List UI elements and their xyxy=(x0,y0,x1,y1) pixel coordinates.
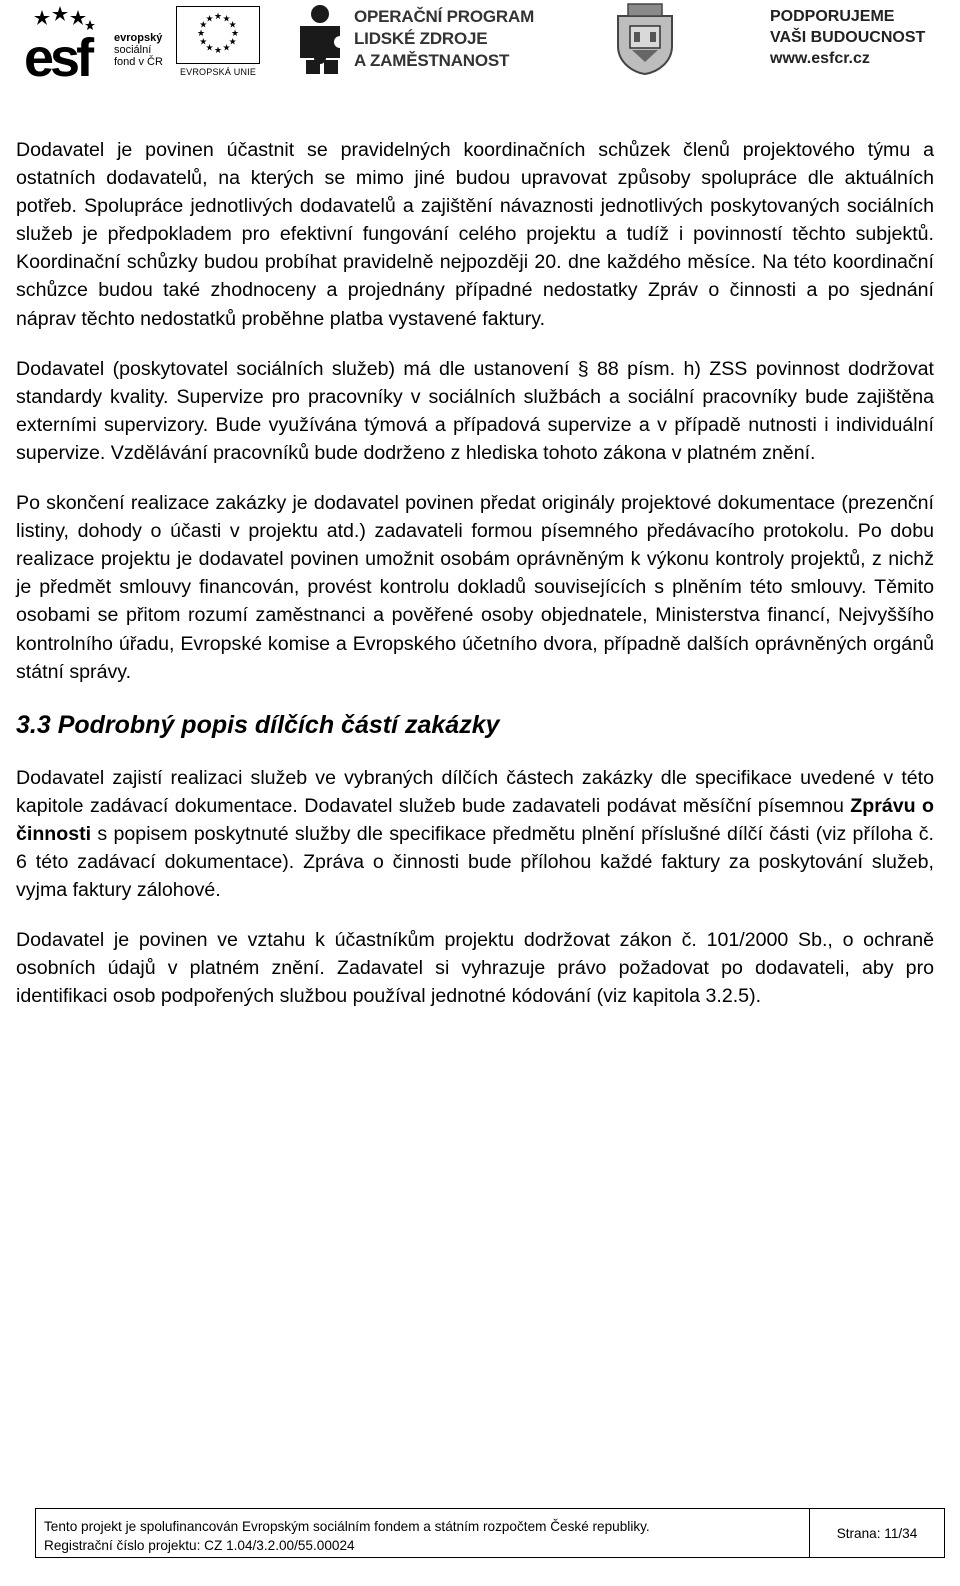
eu-logo xyxy=(176,6,260,78)
paragraph-services xyxy=(16,764,934,904)
esf-caption xyxy=(114,32,163,68)
footer-info xyxy=(36,1509,810,1557)
paragraph-data-protection: Dodavatel je povinen ve vztahu k účastníkům projektu dodržovat zákon č. 101/2000 Sb., o ochraně osobních údajů v platném znění. Zadavatel si vyhrazuje právo požadovat po dodavateli, aby pro identifikaci osob podpořených službou používal jednotné kódování (viz kapitola 3.2.5). xyxy=(16,929,934,1008)
svg-text:★: ★ xyxy=(230,29,240,39)
esf-line3: fond v ČR xyxy=(114,56,163,68)
esf-line2: sociální xyxy=(114,44,152,56)
paragraph-quality-standards: Dodavatel (poskytovatel sociálních služeb) má dle ustanovení § 88 písm. h) ZSS povinnost dodržovat standardy kvality. Supervize pro pracovníky v sociálních službách a sociální pracovníky bude zajištěna externími supervizory. Bude využívána týmová a případová supervize a v případě nutnosti i individuální supervize. Vzdělávání pracovníků bude dodrženo z hlediska tohoto zákona v platném znění. xyxy=(16,357,934,464)
paragraph-services-text-2: s popisem poskytnuté služby dle specifikace předmětu plnění příslušné dílčí části (viz příloha č. 6 této zadávací dokumentace). Zpráva o činnosti bude přílohou každé faktury za poskytování služeb, vyjma faktury zálohové. xyxy=(16,822,934,902)
esf-logo xyxy=(24,4,172,80)
eu-stars-icon xyxy=(177,7,259,63)
footer-registration-number: Registrační číslo projektu: CZ 1.04/3.2.00/55.00024 xyxy=(44,1538,355,1553)
svg-text:★: ★ xyxy=(205,43,214,54)
support-logo xyxy=(770,6,925,69)
city-crest-icon xyxy=(612,2,678,76)
esf-letters: esf xyxy=(24,28,91,80)
eu-label: EVROPSKÁ UNIE xyxy=(179,67,257,77)
op-caption xyxy=(354,6,534,72)
op-logo xyxy=(296,4,556,78)
document-body xyxy=(16,136,934,1032)
esf-line1: evropský xyxy=(114,32,163,44)
svg-text:★: ★ xyxy=(228,20,237,31)
eu-flag xyxy=(176,6,260,64)
section-heading: 3.3 Podrobný popis dílčích částí zakázky xyxy=(16,710,500,739)
paragraph-coordination: Dodavatel je povinen účastnit se pravidelných koordinačních schůzek členů projektového týmu a ostatních dodavatelů, na kterých se mimo jiné budou upravovat způsoby spolupráce dle aktuálních potřeb. Spolupráce jednotlivých dodavatelů a zajištění návaznosti jednotlivých poskytovaných sociálních služeb je předpokladem pro efektivní fungování celého projektu a tudíž i povinností těchto subjektů. Koordinační schůzky budou probíhat pravidelně nejpozději 20. dne každého měsíce. Na této koordinační schůzce budou také zhodnoceny a projednány případné nedostatky Zpráv o činnosti a po sjednání náprav těchto nedostatků proběhne platba vystavené faktury. xyxy=(16,139,934,330)
svg-text:★: ★ xyxy=(228,37,237,48)
svg-text:★: ★ xyxy=(222,43,231,54)
svg-text:★: ★ xyxy=(199,20,208,31)
svg-text:★: ★ xyxy=(199,37,208,48)
svg-text:★: ★ xyxy=(213,46,223,56)
svg-text:★: ★ xyxy=(222,14,231,25)
activity-report-term: Zprávu o činnosti xyxy=(16,794,934,845)
paragraph-services-text-1: Dodavatel zajistí realizaci služeb ve vybraných dílčích částech zakázky dle specifikace uvedené v této kapitole zadávací dokumentace. Dodavatel služeb bude zadavateli podávat měsíční písemnou xyxy=(16,766,934,817)
support-url: www.esfcr.cz xyxy=(770,50,870,67)
support-line1: PODPORUJEME xyxy=(770,8,895,25)
op-line1: OPERAČNÍ PROGRAM xyxy=(354,7,535,26)
svg-text:★: ★ xyxy=(213,12,223,22)
op-line2: LIDSKÉ ZDROJE xyxy=(354,29,488,48)
puzzle-figure-icon xyxy=(296,4,350,76)
support-line2: VAŠI BUDOUCNOST xyxy=(770,29,926,46)
svg-text:★: ★ xyxy=(205,14,214,25)
page-footer xyxy=(35,1508,945,1558)
page-number: Strana: 11/34 xyxy=(836,1525,918,1541)
page-header xyxy=(0,0,960,90)
paragraph-documentation: Po skončení realizace zakázky je dodavatel povinen předat originály projektové dokumentace (prezenční listiny, dohody o účasti v projektu atd.) zadavateli formou písemného předávacího protokolu. Po dobu realizace projektu je dodavatel povinen umožnit osobám oprávněným k výkonu kontroly projektů, z nichž je předmět smlouvy financován, provést kontrolu dokladů souvisejících s plněním této smlouvy. Těmito osobami se přitom rozumí zaměstnanci a pověřené osoby objednatele, Ministerstva financí, Nejvyššího kontrolního úřadu, Evropské komise a Evropského účetního dvora, případně dalších oprávněných orgánů státní správy. xyxy=(16,492,934,683)
footer-cofinancing-note: Tento projekt je spolufinancován Evropským sociálním fondem a státním rozpočtem České republiky. xyxy=(44,1519,650,1534)
op-line3: A ZAMĚSTNANOST xyxy=(354,51,510,70)
svg-text:★: ★ xyxy=(196,29,206,39)
